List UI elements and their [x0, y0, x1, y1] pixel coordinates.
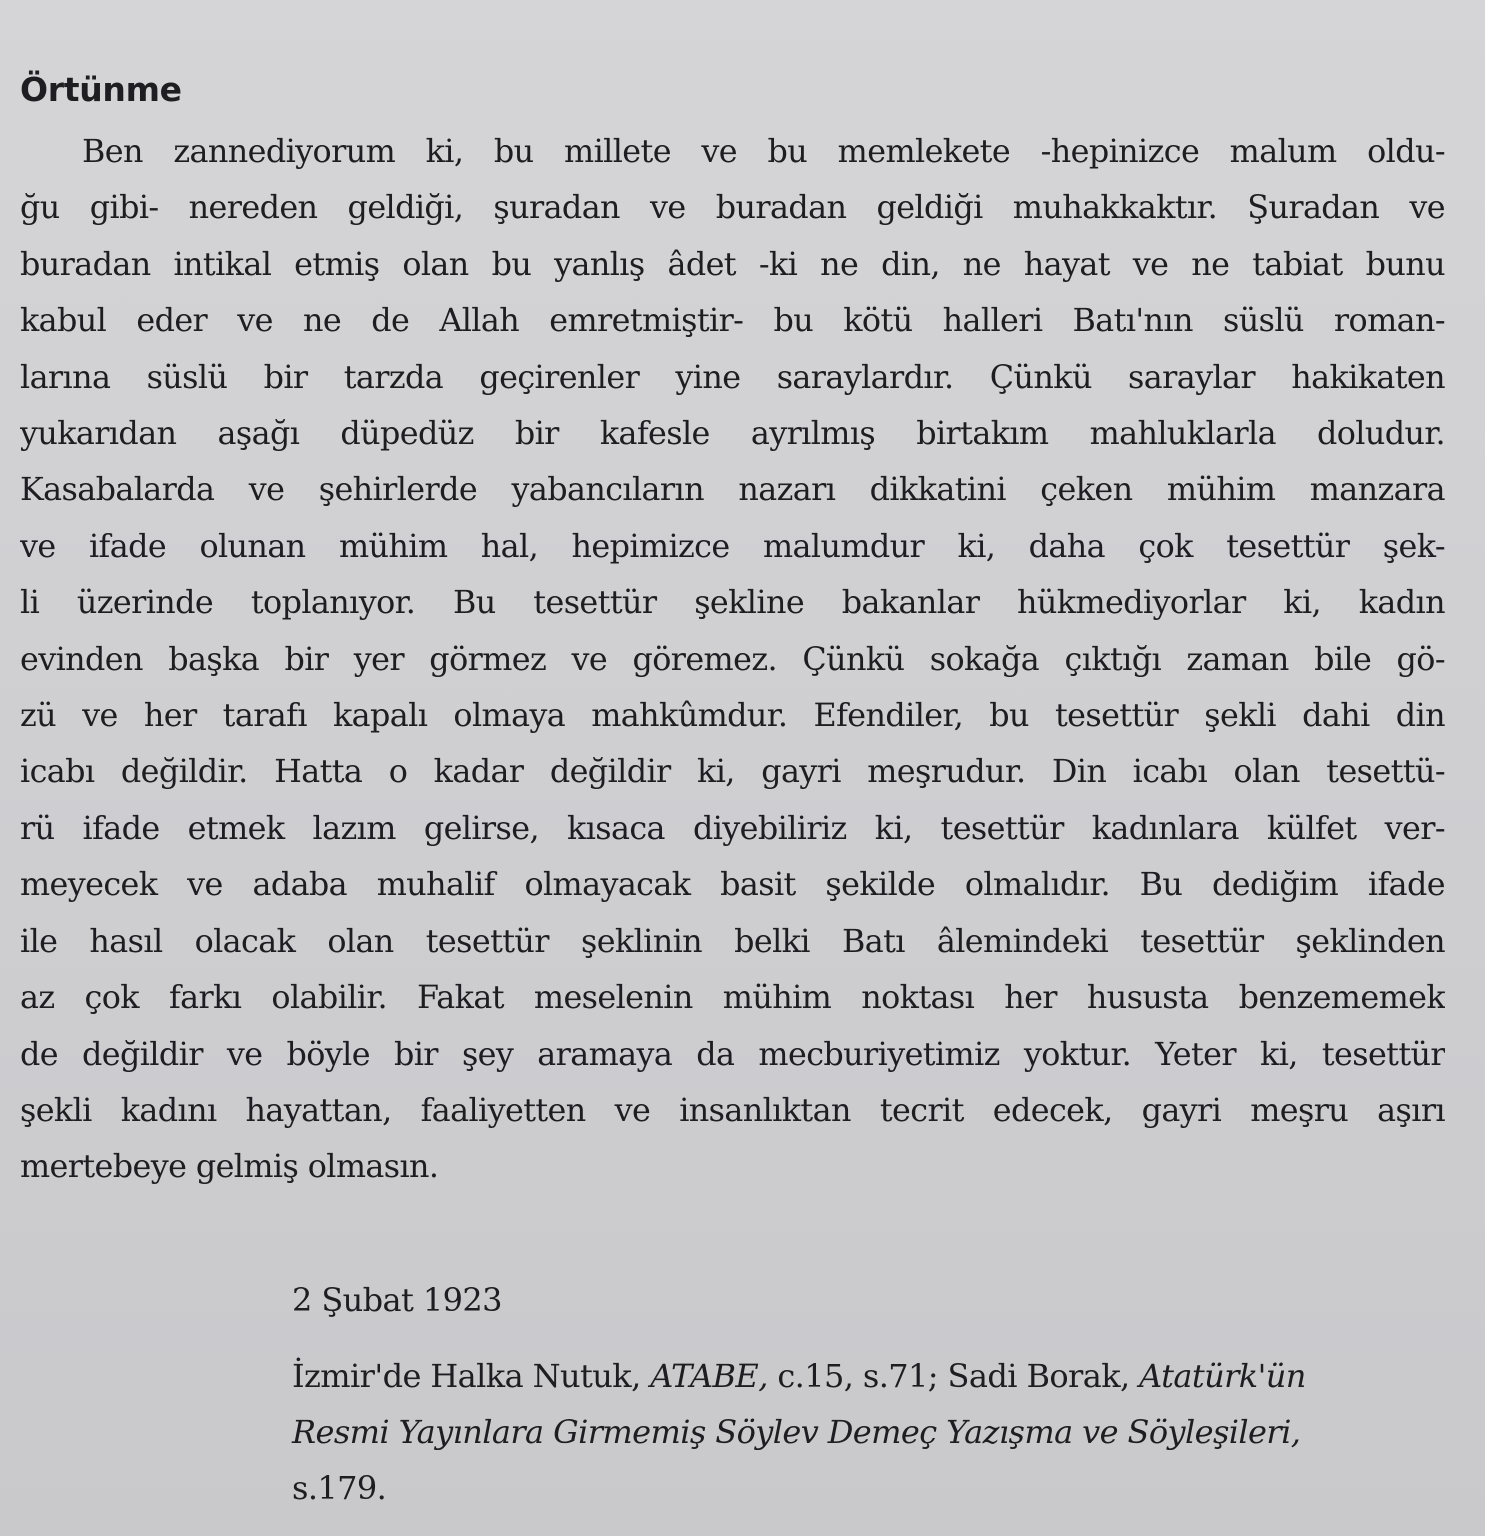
- paragraph-line: meyecek ve adaba muhalif olmayacak basit şekilde olmalıdır. Bu dediğim ifade: [20, 866, 1445, 904]
- paragraph-line: Kasabalarda ve şehirlerde yabancıların nazarı dikkatini çeken mühim manzara: [20, 471, 1445, 509]
- document-page: [20, 70, 1445, 1196]
- citation-text: İzmir'de Halka Nutuk,: [292, 1357, 651, 1395]
- citation-text: c.15, s.71; Sadi Borak,: [767, 1357, 1140, 1395]
- paragraph-line: az çok farkı olabilir. Fakat meselenin mühim noktası her hususta benzememek: [20, 979, 1445, 1017]
- paragraph-line: icabı değildir. Hatta o kadar değildir ki, gayri meşrudur. Din icabı olan tesettü-: [20, 753, 1445, 791]
- paragraph-line: Ben zannediyorum ki, bu millete ve bu memlekete -hepinizce malum oldu-: [82, 133, 1445, 170]
- paragraph-line: de değildir ve böyle bir şey aramaya da mecburiyetimiz yoktur. Yeter ki, tesettür: [20, 1035, 1445, 1073]
- citation-italic: ATABE,: [650, 1357, 768, 1395]
- speech-metadata: [292, 1272, 1442, 1516]
- paragraph-line: ile hasıl olacak olan tesettür şeklinin belki Batı âlemindeki tesettür şeklinden: [20, 922, 1445, 960]
- paragraph-line: ve ifade olunan mühim hal, hepimizce malumdur ki, daha çok tesettür şek-: [20, 527, 1445, 565]
- paragraph-line: larına süslü bir tarzda geçirenler yine saraylardır. Çünkü saraylar hakikaten: [20, 358, 1445, 396]
- citation-line: [292, 1460, 1442, 1516]
- paragraph-line: buradan intikal etmiş olan bu yanlış âdet -ki ne din, ne hayat ve ne tabiat bunu: [20, 245, 1445, 283]
- paragraph-line: kabul eder ve ne de Allah emretmiştir- bu kötü halleri Batı'nın süslü roman-: [20, 302, 1445, 340]
- citation-text: s.179.: [292, 1469, 387, 1507]
- paragraph-line: zü ve her tarafı kapalı olmaya mahkûmdur. Efendiler, bu tesettür şekli dahi din: [20, 697, 1445, 735]
- citation-line: [292, 1404, 1442, 1460]
- paragraph-line: şekli kadını hayattan, faaliyetten ve insanlıktan tecrit edecek, gayri meşru aşırı: [20, 1091, 1445, 1129]
- citation-italic: Atatürk'ün: [1139, 1357, 1306, 1395]
- section-heading: Örtünme: [20, 70, 182, 109]
- paragraph-line: mertebeye gelmiş olmasın.: [20, 1148, 439, 1186]
- citation-line: [292, 1348, 1442, 1404]
- citation-italic: Resmi Yayınlara Girmemiş Söylev Demeç Yazışma ve Söyleşileri,: [292, 1413, 1301, 1451]
- paragraph-line: ğu gibi- nereden geldiği, şuradan ve buradan geldiği muhakkaktır. Şuradan ve: [20, 189, 1445, 227]
- body-paragraph: [20, 124, 1445, 1196]
- speech-date: 2 Şubat 1923: [292, 1281, 502, 1319]
- source-citation: [292, 1348, 1442, 1516]
- paragraph-line: evinden başka bir yer görmez ve göremez. Çünkü sokağa çıktığı zaman bile gö-: [20, 640, 1445, 678]
- paragraph-line: rü ifade etmek lazım gelirse, kısaca diyebiliriz ki, tesettür kadınlara külfet ver-: [20, 809, 1445, 847]
- paragraph-line: yukarıdan aşağı düpedüz bir kafesle ayrılmış birtakım mahluklarla doludur.: [20, 415, 1445, 453]
- paragraph-line: li üzerinde toplanıyor. Bu tesettür şekline bakanlar hükmediyorlar ki, kadın: [20, 584, 1445, 622]
